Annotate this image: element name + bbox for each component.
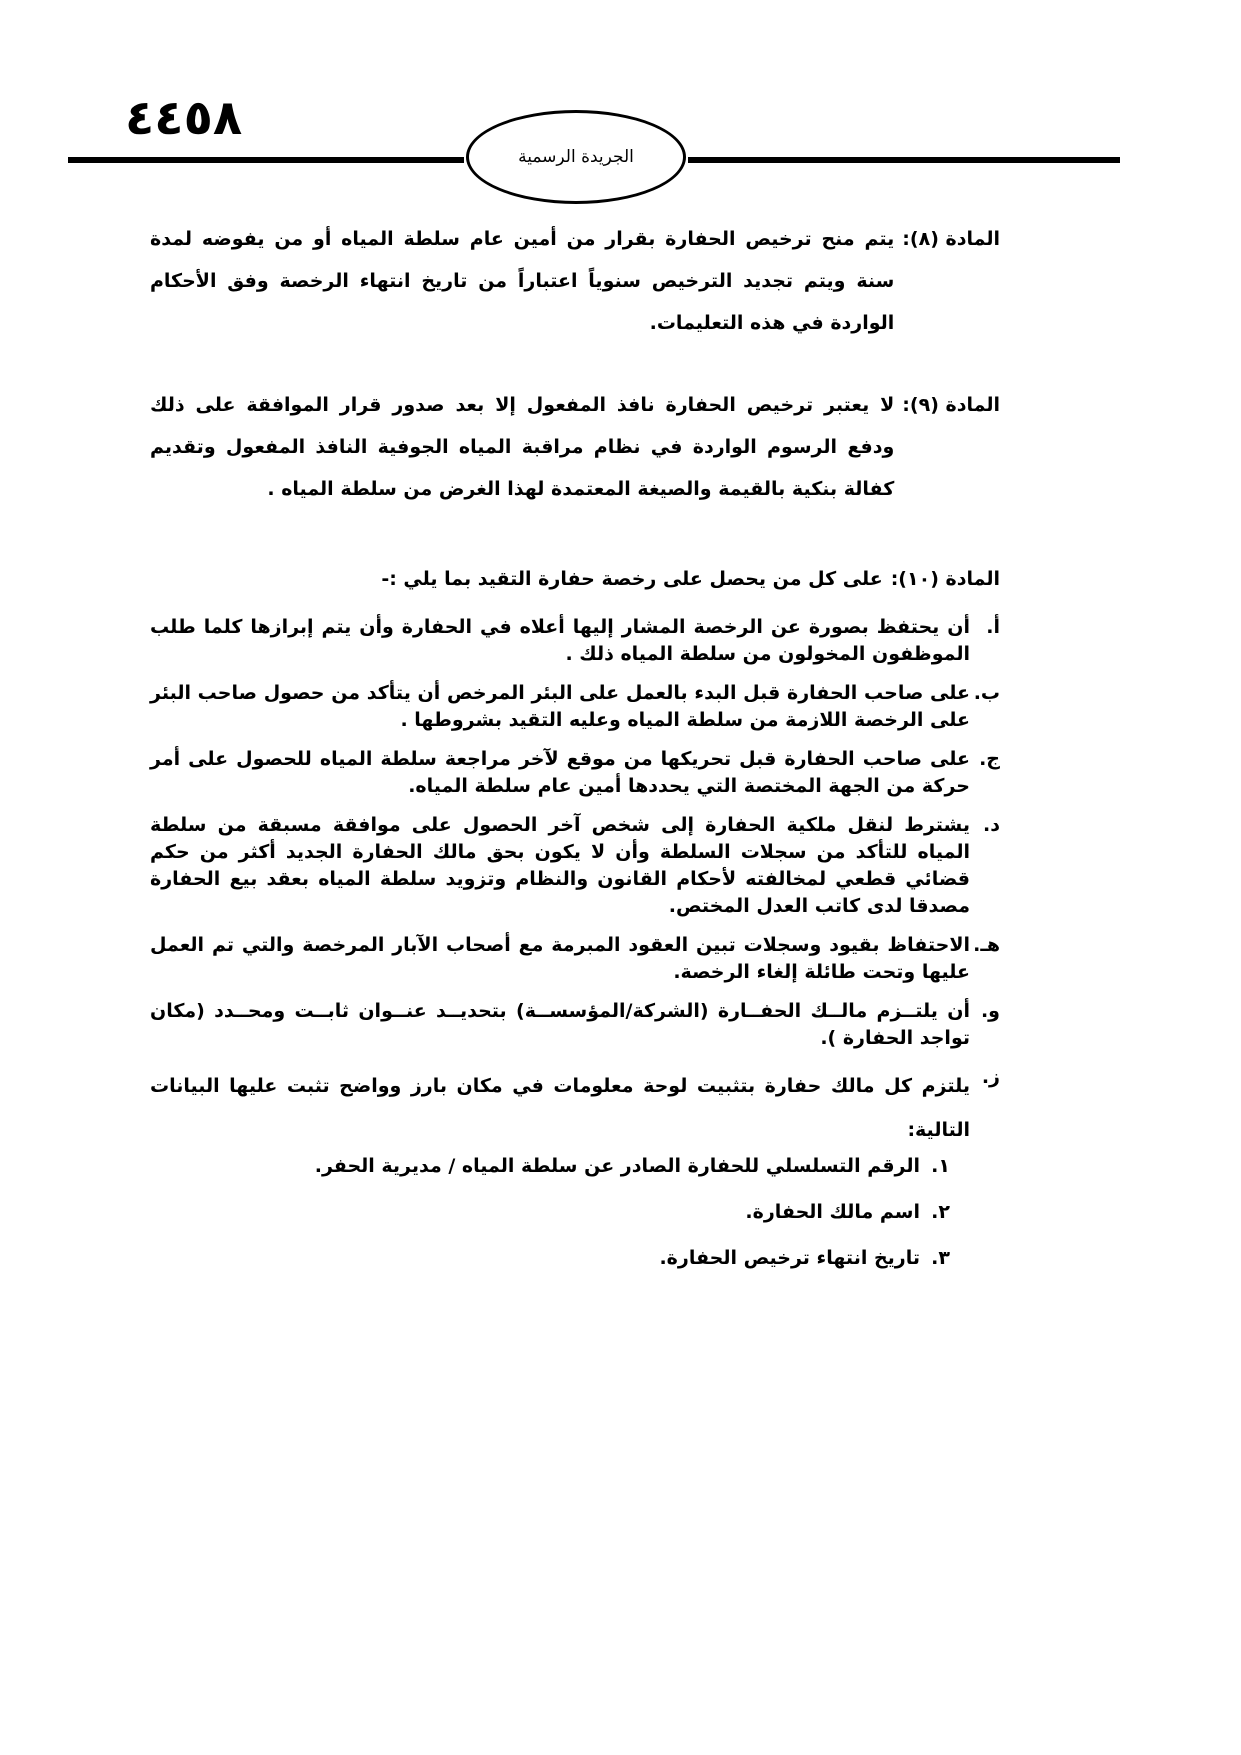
article-text: على كل من يحصل على رخصة حفارة التقيد بما يلي :- xyxy=(381,568,883,590)
article-label: المادة (٨): xyxy=(902,228,1000,250)
list-item-text: أن يلتــزم مالــك الحفــارة (الشركة/المؤسســة) بتحديــد عنــوان ثابــت ومحــدد (مكان تواجد الحفارة ). xyxy=(150,1000,970,1049)
list-marker: ب. xyxy=(973,682,1000,704)
list-item xyxy=(150,998,1000,1052)
sub-list-text: الرقم التسلسلي للحفارة الصادر عن سلطة المياه / مديرية الحفر. xyxy=(314,1155,920,1177)
sub-list-item xyxy=(150,1198,950,1226)
list-marker: هـ. xyxy=(973,934,1000,956)
list-item xyxy=(150,932,1000,986)
header-rule-left xyxy=(68,157,464,163)
list-item-text: يلتزم كل مالك حفارة بتثبيت لوحة معلومات في مكان بارز وواضح تثبت عليها البيانات التالية: xyxy=(150,1075,970,1141)
list-item-text: على صاحب الحفارة قبل تحريكها من موقع لآخر مراجعة سلطة المياه للحصول على أمر حركة من الجهة المختصة التي يحددها أمين عام سلطة المياه. xyxy=(150,748,970,797)
sub-list-item xyxy=(150,1244,950,1272)
article-label: المادة (٩): xyxy=(902,394,1000,416)
list-item-text: يشترط لنقل ملكية الحفارة إلى شخص آخر الحصول على موافقة مسبقة من سلطة المياه للتأكد من سجلات السلطة وأن لا يكون بحق مالك الحفارة الجديد أكثر من حكم قضائي قطعي لمخالفته لأحكام القانون والنظام وتزويد سلطة المياه بعقد بيع الحفارة مصدقا لدى كاتب العدل المختص. xyxy=(150,814,970,917)
sub-list-marker: ٢. xyxy=(931,1201,950,1223)
list-marker: ج. xyxy=(979,748,1000,770)
header-rule-right xyxy=(688,157,1120,163)
obligations-list xyxy=(150,614,1000,1152)
sub-list-item xyxy=(150,1152,950,1180)
list-item-text: أن يحتفظ بصورة عن الرخصة المشار إليها أعلاه في الحفارة وأن يتم إبرازها كلما طلب الموظفون المخولون من سلطة المياه ذلك . xyxy=(150,616,970,665)
sub-list-marker: ١. xyxy=(931,1155,950,1177)
sub-list-marker: ٣. xyxy=(931,1247,950,1269)
list-item xyxy=(150,1064,1000,1152)
sub-list-text: اسم مالك الحفارة. xyxy=(745,1201,920,1223)
list-marker: أ. xyxy=(986,616,1000,638)
article-text: يتم منح ترخيص الحفارة بقرار من أمين عام سلطة المياه أو من يفوضه لمدة سنة ويتم تجديد الترخيص سنوياً اعتباراً من تاريخ انتهاء الرخصة وفق الأحكام الواردة في هذه التعليمات. xyxy=(150,228,895,334)
article-9 xyxy=(150,384,1000,510)
article-10 xyxy=(150,558,1000,600)
page-number: ٤٤٥٨ xyxy=(125,90,243,146)
list-item xyxy=(150,680,1000,734)
article-label: المادة (١٠): xyxy=(890,568,1000,590)
list-item-text: الاحتفاظ بقيود وسجلات تبين العقود المبرمة مع أصحاب الآبار المرخصة والتي تم العمل عليها وتحت طائلة إلغاء الرخصة. xyxy=(150,934,970,983)
article-8 xyxy=(150,218,1000,344)
sub-list-text: تاريخ انتهاء ترخيص الحفارة. xyxy=(659,1247,920,1269)
gazette-name: الجريدة الرسمية xyxy=(518,147,634,167)
article-text: لا يعتبر ترخيص الحفارة نافذ المفعول إلا بعد صدور قرار الموافقة على ذلك ودفع الرسوم الواردة في نظام مراقبة المياه الجوفية النافذ المفعول وتقديم كفالة بنكية بالقيمة والصيغة المعتمدة لهذا الغرض من سلطة المياه . xyxy=(150,394,895,500)
document-body xyxy=(150,218,1000,1290)
list-item xyxy=(150,614,1000,668)
list-marker: د. xyxy=(983,814,1000,836)
list-item xyxy=(150,746,1000,800)
list-marker: ز. xyxy=(981,1066,1000,1088)
gazette-header-oval xyxy=(466,110,686,204)
list-marker: و. xyxy=(980,1000,1000,1022)
list-item-text: على صاحب الحفارة قبل البدء بالعمل على البئر المرخص أن يتأكد من حصول صاحب البئر على الرخصة اللازمة من سلطة المياه وعليه التقيد بشروطها . xyxy=(150,682,970,731)
board-data-list xyxy=(150,1152,1000,1272)
list-item xyxy=(150,812,1000,920)
